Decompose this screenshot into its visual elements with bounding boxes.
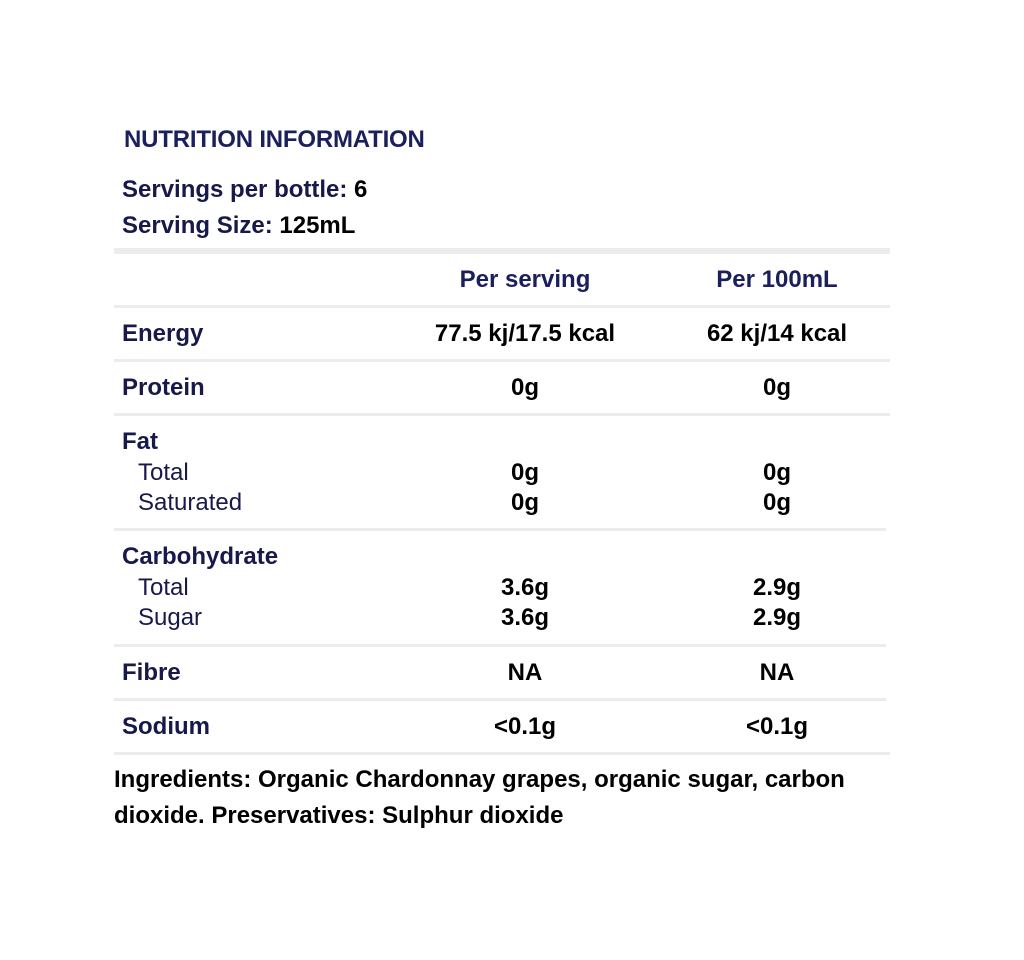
fat-total-per-100ml: 0g bbox=[762, 459, 791, 486]
row-label-fibre: Fibre bbox=[122, 659, 181, 686]
row-label-carbohydrate: Carbohydrate bbox=[122, 543, 279, 570]
ingredients-text: Ingredients: Organic Chardonnay grapes, organic sugar, carbon dioxide. Preservatives: Sulphur dioxide bbox=[114, 766, 845, 829]
panel-title: NUTRITION INFORMATION bbox=[124, 126, 425, 153]
servings-per-bottle-value: 6 bbox=[354, 176, 368, 203]
divider bbox=[114, 528, 886, 531]
row-label-sodium: Sodium bbox=[122, 713, 210, 740]
divider bbox=[114, 752, 890, 755]
servings-per-bottle-label: Servings per bottle: bbox=[122, 176, 348, 203]
header-bar bbox=[114, 248, 890, 254]
divider bbox=[114, 644, 886, 647]
serving-size bbox=[122, 212, 355, 240]
fibre-per-100ml: NA bbox=[759, 659, 795, 686]
carbohydrate-total-per-100ml: 2.9g bbox=[752, 574, 802, 601]
protein-per-serving: 0g bbox=[510, 374, 539, 401]
fat-saturated-per-serving: 0g bbox=[510, 489, 539, 516]
divider bbox=[114, 305, 890, 308]
sodium-per-serving: <0.1g bbox=[493, 713, 557, 740]
fat-total-label: Total bbox=[138, 459, 189, 486]
row-label-energy: Energy bbox=[122, 320, 204, 347]
sodium-per-100ml: <0.1g bbox=[745, 713, 809, 740]
row-label-fat: Fat bbox=[122, 428, 158, 455]
fat-saturated-label: Saturated bbox=[138, 489, 243, 516]
carbohydrate-total-label: Total bbox=[138, 574, 189, 601]
column-header-per-100ml: Per 100mL bbox=[716, 266, 838, 293]
serving-size-label: Serving Size: bbox=[122, 212, 273, 239]
fat-saturated-per-100ml: 0g bbox=[762, 489, 791, 516]
fat-total-per-serving: 0g bbox=[510, 459, 539, 486]
energy-per-serving: 77.5 kj/17.5 kcal bbox=[434, 320, 616, 347]
divider bbox=[114, 413, 890, 416]
fibre-per-serving: NA bbox=[507, 659, 543, 686]
energy-per-100ml: 62 kj/14 kcal bbox=[706, 320, 848, 347]
serving-size-value: 125mL bbox=[279, 212, 356, 239]
column-header-per-serving: Per serving bbox=[459, 266, 591, 293]
protein-per-100ml: 0g bbox=[762, 374, 791, 401]
divider bbox=[114, 359, 890, 362]
carbohydrate-sugar-label: Sugar bbox=[138, 604, 203, 631]
servings-per-bottle bbox=[122, 176, 367, 204]
carbohydrate-sugar-per-serving: 3.6g bbox=[500, 604, 550, 631]
divider bbox=[114, 698, 886, 701]
carbohydrate-total-per-serving: 3.6g bbox=[500, 574, 550, 601]
carbohydrate-sugar-per-100ml: 2.9g bbox=[752, 604, 802, 631]
row-label-protein: Protein bbox=[122, 374, 205, 401]
